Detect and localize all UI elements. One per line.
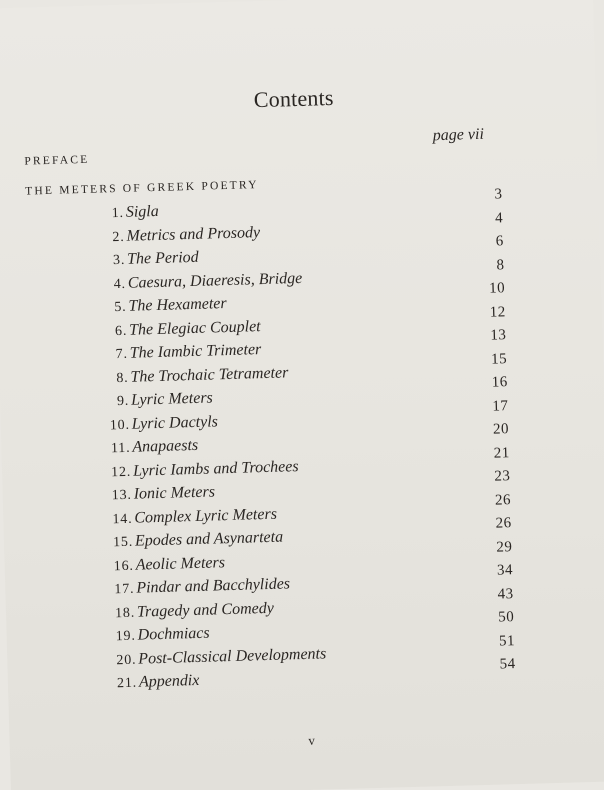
entry-number: 10.	[109, 417, 130, 433]
entry-page: 20	[492, 421, 510, 438]
entry-number: 17.	[114, 581, 135, 598]
entry-title: The Hexameter	[128, 295, 227, 315]
entry-title: Lyric Iambs and Trochees	[132, 457, 299, 480]
entry-title: Caesura, Diaeresis, Bridge	[127, 269, 303, 292]
entry-page: 34	[496, 562, 514, 579]
entry-page: 3	[494, 186, 503, 203]
entry-page: 50	[498, 609, 515, 626]
entry-number: 19.	[115, 628, 136, 645]
page-title: Contents	[253, 84, 334, 113]
entry-number: 21.	[116, 675, 138, 692]
entry-page: 12	[489, 303, 506, 321]
entry-title: The Period	[126, 248, 199, 268]
entry-number: 8.	[116, 370, 129, 386]
entry-title: Sigla	[125, 202, 159, 221]
entry-number: 16.	[113, 558, 134, 574]
entry-number: 7.	[115, 346, 129, 363]
entry-page: 8	[496, 256, 505, 273]
entry-page: 26	[495, 515, 512, 532]
entry-number: 15.	[112, 534, 134, 551]
entry-number: 4.	[113, 276, 127, 292]
entry-page: 21	[493, 444, 510, 462]
entry-page: 15	[490, 350, 508, 368]
entry-title: Pindar and Bacchylides	[136, 575, 291, 597]
entry-page: 43	[497, 585, 514, 603]
entry-page: 54	[499, 656, 516, 673]
entry-title: Complex Lyric Meters	[134, 505, 278, 527]
entry-page: 26	[494, 491, 512, 509]
entry-page: 23	[494, 468, 511, 485]
entry-page: 17	[492, 397, 509, 415]
entry-number: 3.	[112, 252, 126, 269]
entry-title: Appendix	[138, 671, 200, 691]
section-heading: THE METERS OF GREEK POETRY	[25, 179, 259, 198]
entry-page: 6	[495, 233, 505, 250]
entry-title: Ionic Meters	[133, 483, 216, 503]
entry-page: 13	[490, 327, 507, 344]
entry-title: Metrics and Prosody	[126, 223, 261, 245]
entry-title: Anapaests	[132, 436, 199, 456]
entry-title: The Iambic Trimeter	[129, 341, 262, 362]
entry-page: 51	[498, 632, 516, 650]
entry-title: Lyric Dactyls	[131, 412, 219, 433]
entry-number: 11.	[110, 440, 131, 457]
entry-number: 2.	[112, 229, 125, 245]
entry-number: 6.	[114, 323, 128, 339]
entry-title: Epodes and Asynarteta	[134, 528, 284, 550]
entry-page: 29	[496, 538, 513, 556]
entry-number: 5.	[114, 299, 127, 316]
page-number: v	[308, 732, 316, 748]
entry-title: Lyric Meters	[130, 389, 214, 409]
page-column-label: page vii	[432, 125, 485, 145]
entry-title: Post-Classical Developments	[138, 644, 327, 668]
entry-number: 1.	[111, 205, 125, 222]
entry-number: 9.	[116, 393, 130, 410]
entry-number: 18.	[114, 605, 136, 621]
entry-number: 13.	[111, 487, 132, 504]
entry-page: 10	[488, 280, 506, 297]
entry-title: The Elegiac Couplet	[128, 317, 261, 339]
entry-title: Tragedy and Comedy	[136, 599, 275, 621]
entry-title: Aeolic Meters	[135, 553, 226, 574]
entry-number: 12.	[110, 464, 132, 480]
entry-title: Dochmiacs	[137, 624, 210, 644]
entry-title: The Trochaic Tetrameter	[130, 363, 289, 386]
entry-page: 16	[491, 374, 508, 391]
preface-entry: PREFACE	[24, 153, 90, 168]
entry-page: 4	[494, 209, 504, 226]
entry-number: 20.	[116, 652, 137, 668]
entry-number: 14.	[112, 511, 133, 527]
